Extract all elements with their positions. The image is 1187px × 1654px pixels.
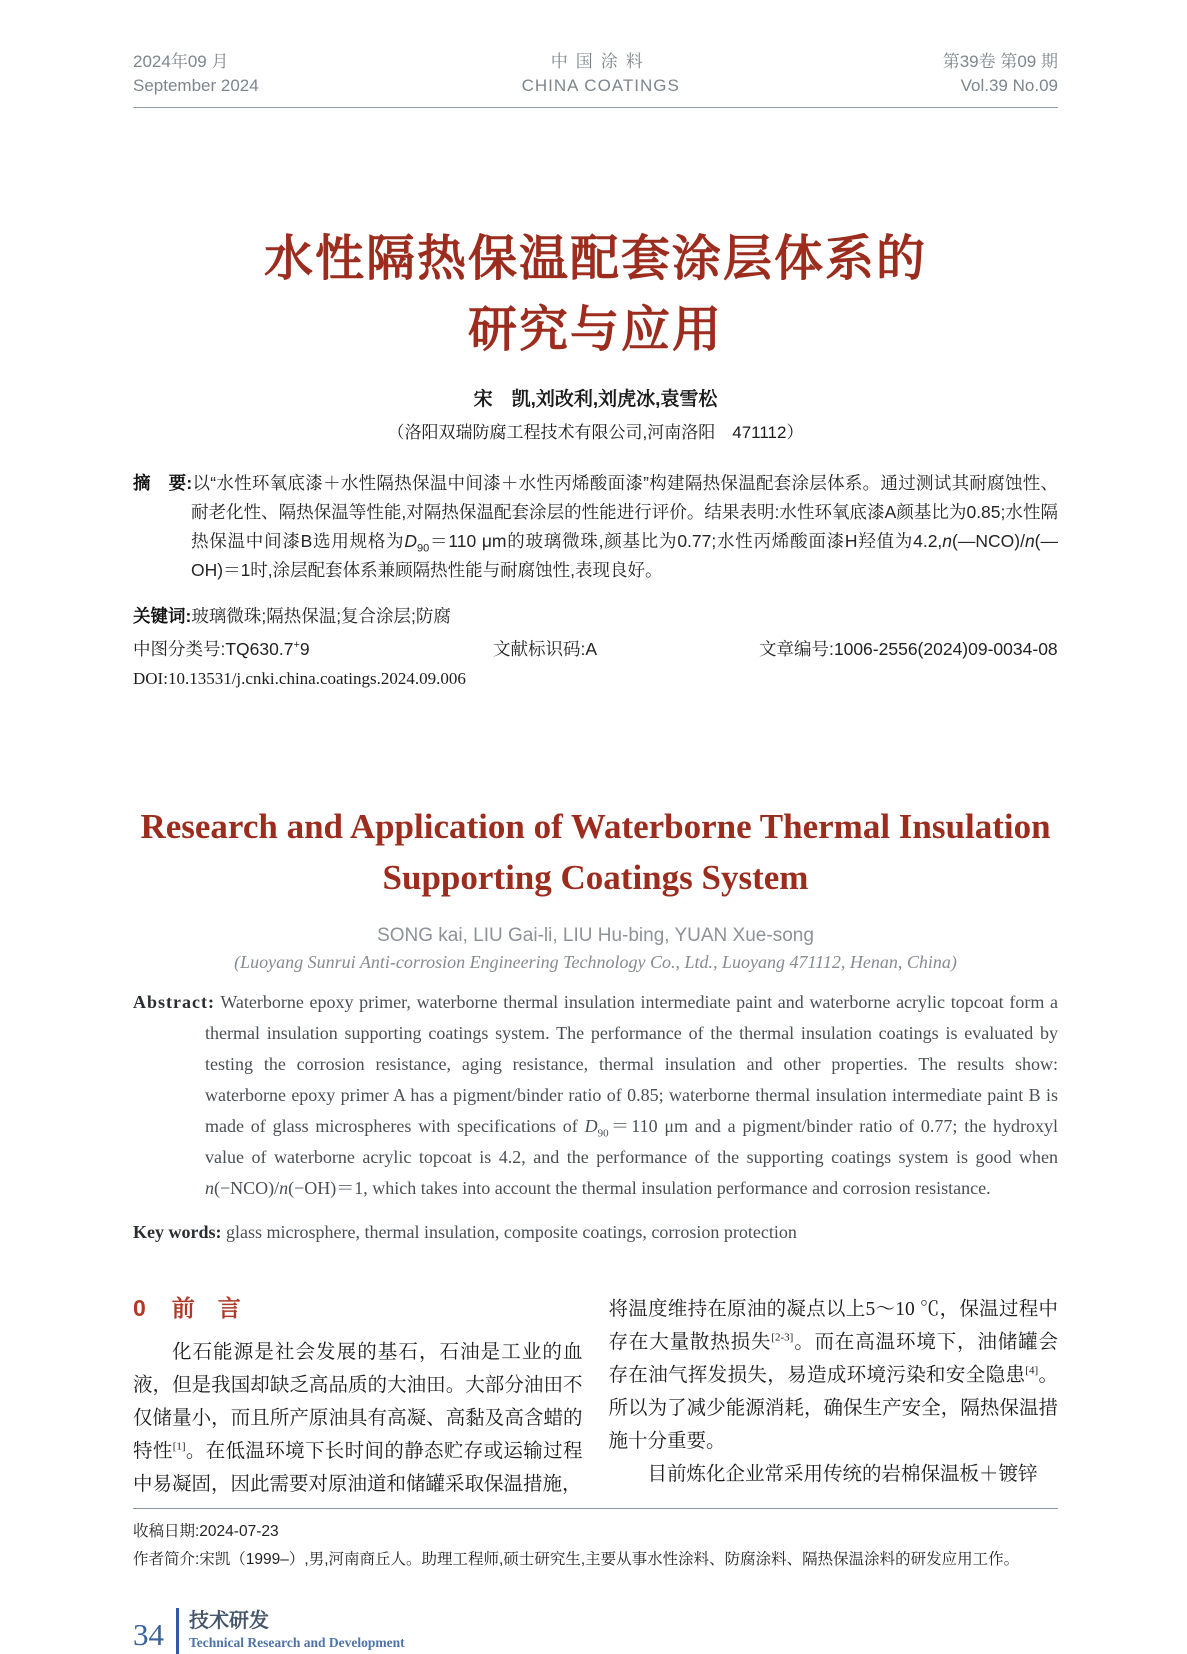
variable-d90-en-sub: 90 <box>597 1127 609 1140</box>
paragraph-intro-left-text2: 。在低温环境下长时间的静态贮存或运输过程中易凝固，因此需要对原油道和储罐采取保温措施， <box>133 1440 583 1495</box>
clc-tail: 9 <box>299 638 310 659</box>
footnote-block <box>133 1508 1058 1574</box>
clc-label: 中图分类号:TQ630.7 <box>133 638 294 659</box>
abstract-en <box>133 987 1058 1204</box>
article-title-en <box>133 801 1058 903</box>
article-id: 文章编号:1006-2556(2024)09-0034-08 <box>759 638 1058 659</box>
abstract-zh-text4: (—OH)＝1时,涂层配套体系兼顾隔热性能与耐腐蚀性,表现良好。 <box>191 531 1058 580</box>
header-issue <box>943 50 1058 98</box>
section-title: 前 言 <box>171 1294 241 1321</box>
clc-number <box>133 636 310 661</box>
footer-column-en: Technical Research and Development <box>189 1634 405 1650</box>
variable-d90: D <box>404 531 418 551</box>
article-title-en-line1: Research and Application of Waterborne Thermal Insulation <box>140 806 1051 846</box>
variable-d90-sub: 90 <box>417 542 430 555</box>
document-code: 文献标识码:A <box>493 638 598 659</box>
doi: DOI:10.13531/j.cnki.china.coatings.2024.09.006 <box>133 668 466 688</box>
footer-column-zh: 技术研发 <box>189 1609 269 1632</box>
header-date <box>133 50 259 98</box>
variable-n2: n <box>1024 531 1035 551</box>
header-issue-zh: 第39卷 第09 期 <box>942 52 1058 71</box>
paragraph-intro-left <box>133 1336 583 1501</box>
abstract-zh-label: 摘 要: <box>133 473 193 493</box>
header-date-zh: 2024年09 月 <box>133 52 229 71</box>
author-bio: 作者简介:宋凯（1999–）,男,河南商丘人。助理工程师,硕士研究生,主要从事水性涂料、防腐涂料、隔热保温涂料的研发应用工作。 <box>133 1550 1020 1568</box>
keywords-zh-label: 关键词: <box>133 605 192 626</box>
abstract-zh-text: 以“水性环氧底漆＋水性隔热保温中间漆＋水性丙烯酸面漆”构建隔热保温配套涂层体系。通过测试其耐腐蚀性、耐老化性、隔热保温等性能,对隔热保温配套涂层的性能进行评价。结果表明:水性环氧底漆A颜基比为0.85;水性隔热保温中间漆B选用规格为 <box>191 473 1059 551</box>
keywords-en-text: glass microsphere, thermal insulation, composite coatings, corrosion protection <box>221 1221 797 1242</box>
section-number: 0 <box>133 1294 146 1321</box>
authors-en: SONG kai, LIU Gai-li, LIU Hu-bing, YUAN Xue-song <box>377 924 814 946</box>
header-journal <box>522 50 680 98</box>
page-number: 34 <box>133 1616 164 1652</box>
abstract-en-label: Abstract: <box>133 991 215 1012</box>
abstract-zh <box>133 469 1058 585</box>
article-title-zh-line2: 研究与应用 <box>467 303 723 357</box>
keywords-zh <box>133 603 1058 628</box>
paragraph-intro-right-text3: 。所以为了减少能源消耗，确保生产安全，隔热保温措施十分重要。 <box>608 1364 1058 1452</box>
left-column <box>133 1293 583 1501</box>
section-heading-0 <box>133 1293 583 1323</box>
journal-name-zh: 中国涂料 <box>550 52 651 71</box>
article-title-en-line2: Supporting Coatings System <box>382 857 809 897</box>
keywords-zh-text: 玻璃微珠;隔热保温;复合涂层;防腐 <box>191 605 451 626</box>
header-issue-en: Vol.39 No.09 <box>960 76 1058 95</box>
right-column <box>609 1293 1059 1501</box>
abstract-en-text3: (−NCO)/ <box>214 1177 280 1198</box>
article-title-zh <box>133 224 1058 366</box>
variable-n1: n <box>942 531 953 551</box>
clc-sup: + <box>293 638 300 651</box>
received-date: 收稿日期:2024-07-23 <box>133 1522 279 1540</box>
article-title-zh-line1: 水性隔热保温配套涂层体系的 <box>263 232 927 286</box>
abstract-en-text4: (−OH)＝1, which takes into account the thermal insulation performance and corrosion resistance. <box>288 1177 991 1198</box>
journal-header <box>133 0 1058 108</box>
citation-ref-4: [4] <box>1025 1364 1039 1376</box>
citation-ref-2-3: [2-3] <box>771 1331 794 1343</box>
authors-zh: 宋 凯,刘改利,刘虎冰,袁雪松 <box>473 389 718 410</box>
paragraph-intro-right-text1: 将温度维持在原油的凝点以上5～10 ℃，保温过程中存在大量散热损失 <box>608 1298 1058 1353</box>
paragraph-intro-left-text1: 化石能源是社会发展的基石，石油是工业的血液，但是我国却缺乏高品质的大油田。大部分油田不仅储量小，而且所产原油具有高凝、高黏及高含蜡的特性 <box>133 1341 583 1462</box>
header-date-en: September 2024 <box>133 76 259 95</box>
keywords-en <box>133 1222 1058 1243</box>
abstract-en-text: Waterborne epoxy primer, waterborne thermal insulation intermediate paint and waterborne acrylic topcoat form a thermal insulation supporting coatings system. The performance of the thermal insulation coatings is evaluated by testing the corrosion resistance, aging resistance, thermal insulation and other properties. The results show: waterborne epoxy primer A has a pigment/binder ratio of 0.85; waterborne thermal insulation intermediate paint B is made of glass microspheres with specifications of <box>205 991 1058 1136</box>
affiliation-en: (Luoyang Sunrui Anti-corrosion Engineering Technology Co., Ltd., Luoyang 471112, Henan, China) <box>234 951 957 972</box>
keywords-en-label: Key words: <box>133 1221 222 1242</box>
abstract-zh-text3: (—NCO)/ <box>952 531 1025 551</box>
citation-ref-1: [1] <box>172 1440 186 1452</box>
abstract-zh-text2: ＝110 μm的玻璃微珠,颜基比为0.77;水性丙烯酸面漆H羟值为4.2, <box>429 531 943 551</box>
variable-n2-en: n <box>279 1177 289 1198</box>
body-columns <box>133 1293 1058 1501</box>
paragraph-intro-right-2: 目前炼化企业常采用传统的岩棉保温板＋镀锌 <box>647 1463 1038 1485</box>
paragraph-intro-right <box>609 1293 1059 1458</box>
abstract-en-text2: ＝110 μm and a pigment/binder ratio of 0.77; the hydroxyl value of waterborne acrylic topcoat is 4.2, and the performance of the supporting coatings system is good when <box>205 1115 1059 1167</box>
footer-column-name <box>189 1609 405 1653</box>
affiliation-zh: （洛阳双瑞防腐工程技术有限公司,河南洛阳 471112） <box>387 423 804 442</box>
page-footer <box>133 1608 1058 1654</box>
variable-n1-en: n <box>205 1177 214 1198</box>
classification-row <box>133 636 1058 661</box>
paragraph-intro-right-text2: 。而在高温环境下，油储罐会存在油气挥发损失，易造成环境污染和安全隐患 <box>608 1331 1058 1386</box>
journal-name-en: CHINA COATINGS <box>521 76 680 95</box>
variable-d90-en: D <box>584 1115 598 1136</box>
footer-divider-bar <box>176 1608 179 1654</box>
